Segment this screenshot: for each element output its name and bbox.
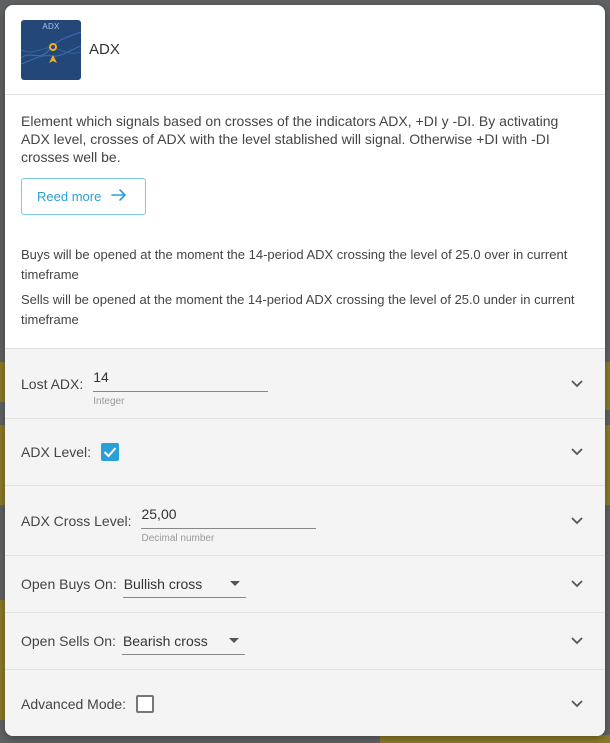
read-more-button[interactable] bbox=[21, 178, 146, 215]
settings-panel bbox=[5, 348, 605, 736]
chevron-down-icon[interactable] bbox=[571, 700, 583, 708]
setting-adx-level bbox=[5, 419, 605, 486]
thumbnail-label: ADX bbox=[42, 21, 60, 31]
background-panel bbox=[380, 735, 610, 743]
dropdown-caret-icon bbox=[230, 581, 240, 586]
setting-open-sells-on bbox=[5, 613, 605, 670]
open-sells-on-label: Open Sells On: bbox=[21, 633, 116, 649]
advanced-mode-checkbox[interactable] bbox=[136, 695, 154, 713]
read-more-label: Reed more bbox=[37, 189, 102, 204]
dropdown-caret-icon bbox=[229, 638, 239, 643]
adx-chart-icon bbox=[21, 20, 81, 80]
buys-rule: Buys will be opened at the moment the 14-period ADX crossing the level of 25.0 over in current timeframe bbox=[21, 247, 568, 282]
arrow-right-icon bbox=[111, 188, 127, 205]
lost-adx-input[interactable]: 14 bbox=[93, 369, 268, 392]
setting-lost-adx bbox=[5, 349, 605, 419]
signal-rules bbox=[21, 245, 589, 330]
chevron-down-icon[interactable] bbox=[571, 380, 583, 388]
advanced-mode-label: Advanced Mode: bbox=[21, 695, 127, 712]
adx-cross-level-input[interactable]: 25,00 bbox=[141, 506, 316, 529]
chevron-down-icon[interactable] bbox=[571, 637, 583, 645]
open-sells-on-value: Bearish cross bbox=[122, 632, 208, 649]
dialog-title: ADX bbox=[89, 41, 120, 58]
chevron-down-icon[interactable] bbox=[571, 448, 583, 456]
open-buys-on-value: Bullish cross bbox=[123, 575, 203, 592]
sells-rule: Sells will be opened at the moment the 14-period ADX crossing the level of 25.0 under in current timeframe bbox=[21, 292, 575, 327]
adx-thumbnail bbox=[21, 20, 81, 80]
open-buys-on-label: Open Buys On: bbox=[21, 576, 117, 592]
dialog-header bbox=[5, 5, 605, 95]
check-icon bbox=[103, 446, 117, 458]
element-description: Element which signals based on crosses of the indicators ADX, +DI y -DI. By activating ADX level, crosses of ADX with the level stablished will signal. Otherwise +DI with -DI crosses well be. bbox=[21, 113, 559, 165]
adx-element-dialog bbox=[5, 5, 605, 736]
lost-adx-field bbox=[93, 369, 268, 407]
adx-cross-level-field bbox=[141, 506, 316, 544]
setting-adx-cross-level bbox=[5, 486, 605, 556]
open-buys-on-select[interactable] bbox=[123, 570, 246, 598]
lost-adx-hint: Integer bbox=[93, 395, 125, 407]
description-section bbox=[5, 95, 605, 330]
adx-cross-level-hint: Decimal number bbox=[141, 532, 215, 544]
setting-advanced-mode bbox=[5, 670, 605, 736]
lost-adx-label: Lost ADX: bbox=[21, 375, 84, 392]
adx-level-label: ADX Level: bbox=[21, 444, 92, 460]
adx-cross-level-label: ADX Cross Level: bbox=[21, 512, 132, 529]
open-sells-on-select[interactable] bbox=[122, 627, 245, 655]
adx-level-checkbox[interactable] bbox=[101, 443, 119, 461]
setting-open-buys-on bbox=[5, 556, 605, 613]
chevron-down-icon[interactable] bbox=[571, 517, 583, 525]
chevron-down-icon[interactable] bbox=[571, 580, 583, 588]
